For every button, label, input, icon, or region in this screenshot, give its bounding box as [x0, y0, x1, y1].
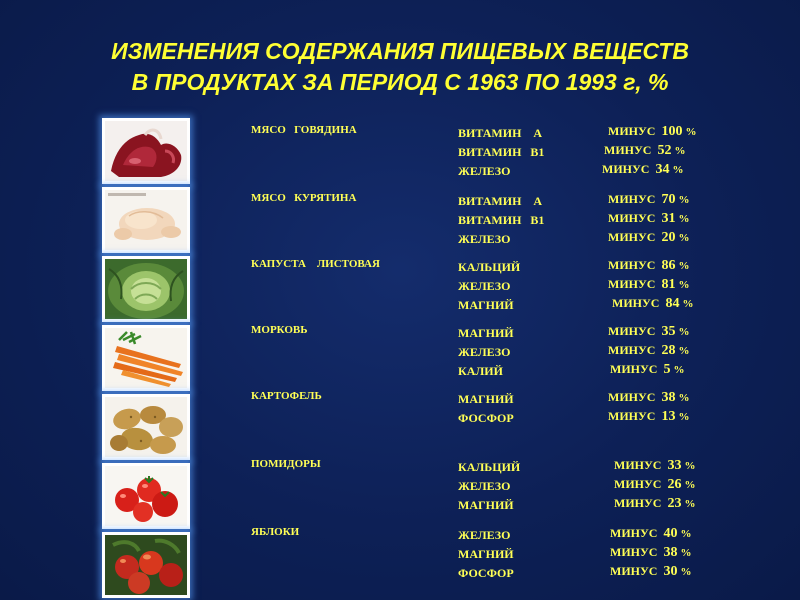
cabbage-photo: [102, 256, 190, 322]
chicken-meat-photo: [102, 187, 190, 253]
nutrient-change: [614, 477, 695, 493]
change-value: 35: [661, 324, 676, 339]
change-value: 28: [661, 343, 676, 358]
nutrient-line: [458, 409, 718, 428]
nutrient-list: [458, 390, 718, 428]
nutrient-name: ЖЕЛЕЗО: [458, 164, 511, 178]
nutrient-list: [458, 526, 718, 583]
nutrient-change: [608, 211, 689, 227]
change-unit: %: [678, 260, 690, 272]
change-label: МИНУС: [614, 496, 662, 510]
nutrient-line: [458, 124, 718, 143]
nutrient-line: [458, 526, 718, 545]
change-label: МИНУС: [608, 258, 656, 272]
nutrient-line: [458, 258, 718, 277]
nutrient-name: ВИТАМИН А: [458, 126, 543, 140]
carrots-photo: [102, 325, 190, 391]
nutrient-list: [458, 258, 718, 315]
change-label: МИНУС: [608, 124, 656, 138]
change-unit: %: [682, 298, 694, 310]
nutrient-change: [608, 258, 689, 274]
nutrient-line: [458, 296, 718, 315]
change-label: МИНУС: [608, 277, 656, 291]
change-unit: %: [678, 392, 690, 404]
change-value: 86: [661, 258, 676, 273]
nutrient-name: КАЛЬЦИЙ: [458, 260, 521, 274]
nutrient-line: [458, 477, 718, 496]
nutrient-line: [458, 162, 718, 181]
change-label: МИНУС: [610, 526, 658, 540]
change-label: МИНУС: [610, 362, 658, 376]
change-unit: %: [678, 345, 690, 357]
product-name: КАРТОФЕЛЬ: [251, 390, 322, 402]
change-label: МИНУС: [610, 545, 658, 559]
product-name: КАПУСТА ЛИСТОВАЯ: [251, 258, 380, 270]
page-title: [0, 36, 800, 98]
change-label: МИНУС: [608, 343, 656, 357]
nutrient-line: [458, 458, 718, 477]
nutrient-name: ФОСФОР: [458, 566, 514, 580]
change-unit: %: [678, 279, 690, 291]
change-unit: %: [678, 411, 690, 423]
nutrient-line: [458, 211, 718, 230]
nutrient-change: [610, 526, 691, 542]
change-value: 26: [667, 477, 682, 492]
change-value: 100: [661, 124, 683, 139]
nutrient-change: [608, 409, 689, 425]
nutrient-list: [458, 324, 718, 381]
nutrient-name: ЖЕЛЕЗО: [458, 279, 511, 293]
change-label: МИНУС: [604, 143, 652, 157]
change-label: МИНУС: [608, 390, 656, 404]
change-unit: %: [684, 498, 696, 510]
nutrient-name: МАГНИЙ: [458, 298, 514, 312]
change-unit: %: [684, 479, 696, 491]
nutrient-name: МАГНИЙ: [458, 392, 514, 406]
change-label: МИНУС: [608, 409, 656, 423]
change-value: 81: [661, 277, 676, 292]
change-unit: %: [678, 232, 690, 244]
change-value: 5: [663, 362, 671, 377]
title-line-1: ИЗМЕНЕНИЯ СОДЕРЖАНИЯ ПИЩЕВЫХ ВЕЩЕСТВ: [111, 38, 689, 64]
change-label: МИНУС: [614, 477, 662, 491]
change-unit: %: [680, 547, 692, 559]
nutrient-change: [608, 390, 689, 406]
nutrient-line: [458, 496, 718, 515]
nutrient-change: [608, 324, 689, 340]
nutrient-line: [458, 362, 718, 381]
change-unit: %: [674, 145, 686, 157]
product-name: МЯСО КУРЯТИНА: [251, 192, 357, 204]
nutrient-change: [614, 496, 695, 512]
nutrient-change: [610, 564, 691, 580]
nutrient-change: [602, 162, 683, 178]
change-unit: %: [678, 194, 690, 206]
nutrient-change: [608, 230, 689, 246]
change-label: МИНУС: [608, 192, 656, 206]
nutrient-name: ВИТАМИН В1: [458, 213, 545, 227]
change-label: МИНУС: [608, 211, 656, 225]
change-unit: %: [680, 566, 692, 578]
change-value: 23: [667, 496, 682, 511]
change-value: 31: [661, 211, 676, 226]
change-unit: %: [685, 126, 697, 138]
nutrient-name: ВИТАМИН А: [458, 194, 543, 208]
nutrient-change: [608, 277, 689, 293]
nutrient-name: КАЛИЙ: [458, 364, 503, 378]
product-name: ЯБЛОКИ: [251, 526, 300, 538]
nutrient-name: ЖЕЛЕЗО: [458, 345, 511, 359]
product-name: МОРКОВЬ: [251, 324, 308, 336]
beef-meat-photo: [102, 118, 190, 184]
change-value: 52: [657, 143, 672, 158]
nutrient-name: МАГНИЙ: [458, 326, 514, 340]
change-label: МИНУС: [612, 296, 660, 310]
change-label: МИНУС: [614, 458, 662, 472]
nutrient-change: [608, 192, 689, 208]
change-unit: %: [684, 460, 696, 472]
nutrient-name: ЖЕЛЕЗО: [458, 232, 511, 246]
change-unit: %: [678, 326, 690, 338]
apples-photo: [102, 532, 190, 598]
nutrient-list: [458, 124, 718, 181]
nutrient-line: [458, 324, 718, 343]
nutrient-list: [458, 458, 718, 515]
nutrient-line: [458, 390, 718, 409]
nutrient-line: [458, 277, 718, 296]
change-value: 30: [663, 564, 678, 579]
tomatoes-photo: [102, 463, 190, 529]
nutrient-line: [458, 230, 718, 249]
change-unit: %: [672, 164, 684, 176]
change-label: МИНУС: [602, 162, 650, 176]
nutrient-name: ВИТАМИН В1: [458, 145, 545, 159]
change-unit: %: [678, 213, 690, 225]
change-label: МИНУС: [608, 230, 656, 244]
change-value: 34: [655, 162, 670, 177]
nutrient-line: [458, 343, 718, 362]
change-value: 70: [661, 192, 676, 207]
potatoes-photo: [102, 394, 190, 460]
change-value: 38: [661, 390, 676, 405]
nutrient-change: [612, 296, 693, 312]
nutrient-change: [610, 545, 691, 561]
nutrient-list: [458, 192, 718, 249]
change-unit: %: [673, 364, 685, 376]
change-label: МИНУС: [610, 564, 658, 578]
nutrient-name: МАГНИЙ: [458, 547, 514, 561]
nutrient-line: [458, 143, 718, 162]
nutrient-line: [458, 564, 718, 583]
nutrient-name: ЖЕЛЕЗО: [458, 479, 511, 493]
change-value: 20: [661, 230, 676, 245]
change-value: 40: [663, 526, 678, 541]
change-value: 38: [663, 545, 678, 560]
nutrient-name: ЖЕЛЕЗО: [458, 528, 511, 542]
change-label: МИНУС: [608, 324, 656, 338]
nutrient-line: [458, 192, 718, 211]
nutrient-name: КАЛЬЦИЙ: [458, 460, 521, 474]
title-line-2: В ПРОДУКТАХ ЗА ПЕРИОД С 1963 ПО 1993 г, %: [131, 69, 669, 95]
nutrient-line: [458, 545, 718, 564]
nutrient-change: [608, 124, 696, 140]
change-value: 84: [665, 296, 680, 311]
change-value: 33: [667, 458, 682, 473]
change-value: 13: [661, 409, 676, 424]
nutrient-change: [608, 343, 689, 359]
product-name: ПОМИДОРЫ: [251, 458, 321, 470]
nutrient-change: [610, 362, 684, 378]
product-name: МЯСО ГОВЯДИНА: [251, 124, 357, 136]
nutrient-name: ФОСФОР: [458, 411, 514, 425]
nutrient-name: МАГНИЙ: [458, 498, 514, 512]
nutrient-change: [614, 458, 695, 474]
nutrient-change: [604, 143, 685, 159]
change-unit: %: [680, 528, 692, 540]
